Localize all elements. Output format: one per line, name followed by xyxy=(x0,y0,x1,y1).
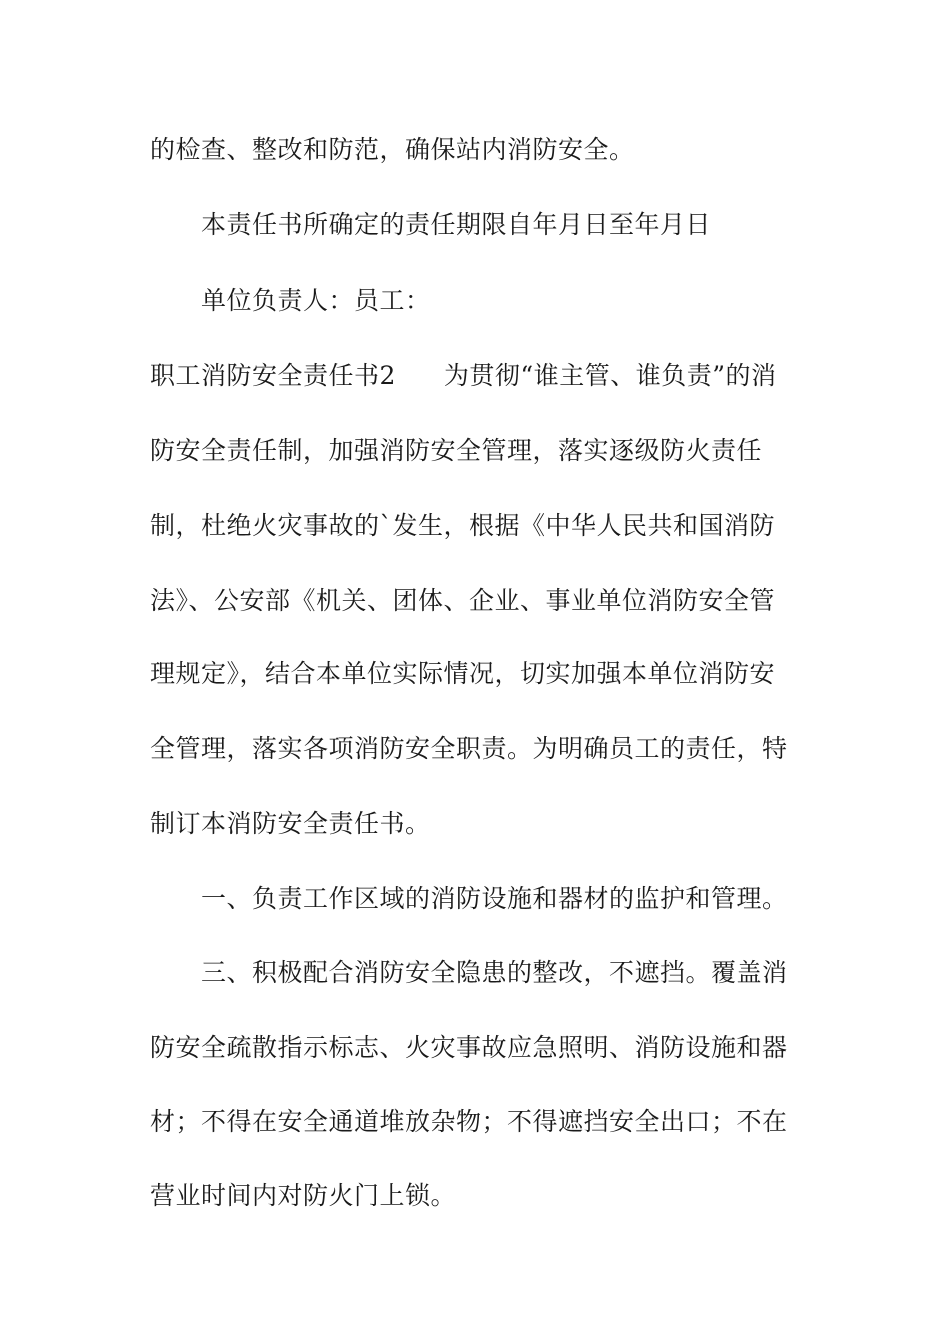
text-line-3: 单位负责人：员工： xyxy=(201,286,431,315)
text-line-11: 一、负责工作区域的消防设施和器材的监护和管理。 xyxy=(201,884,788,913)
text-line-5: 防安全责任制，加强消防安全管理，落实逐级防火责任 xyxy=(150,436,763,465)
text-line-10: 制订本消防安全责任书。 xyxy=(150,809,431,838)
text-line-14: 材；不得在安全通道堆放杂物；不得遮挡安全出口；不在 xyxy=(150,1107,788,1136)
text-line-7: 法》、公安部《机关、团体、企业、事业单位消防安全管 xyxy=(150,586,776,615)
text-line-15: 营业时间内对防火门上锁。 xyxy=(150,1181,457,1210)
section-heading: 职工消防安全责任书2 xyxy=(150,361,396,390)
text-line-12: 三、积极配合消防安全隐患的整改，不遮挡。覆盖消 xyxy=(201,958,788,987)
text-line-6: 制，杜绝火灾事故的`发生，根据《中华人民共和国消防 xyxy=(150,511,776,540)
text-line-9: 全管理，落实各项消防安全职责。为明确员工的责任，特 xyxy=(150,734,788,763)
text-line-1: 的检查、整改和防范，确保站内消防安全。 xyxy=(150,135,635,164)
paragraph-start: 为贯彻“谁主管、谁负责”的消 xyxy=(443,361,777,390)
text-line-4 xyxy=(150,358,777,394)
text-line-8: 理规定》，结合本单位实际情况，切实加强本单位消防安 xyxy=(150,659,776,688)
text-line-13: 防安全疏散指示标志、火灾事故应急照明、消防设施和器 xyxy=(150,1033,788,1062)
text-line-2: 本责任书所确定的责任期限自年月日至年月日 xyxy=(201,210,712,239)
